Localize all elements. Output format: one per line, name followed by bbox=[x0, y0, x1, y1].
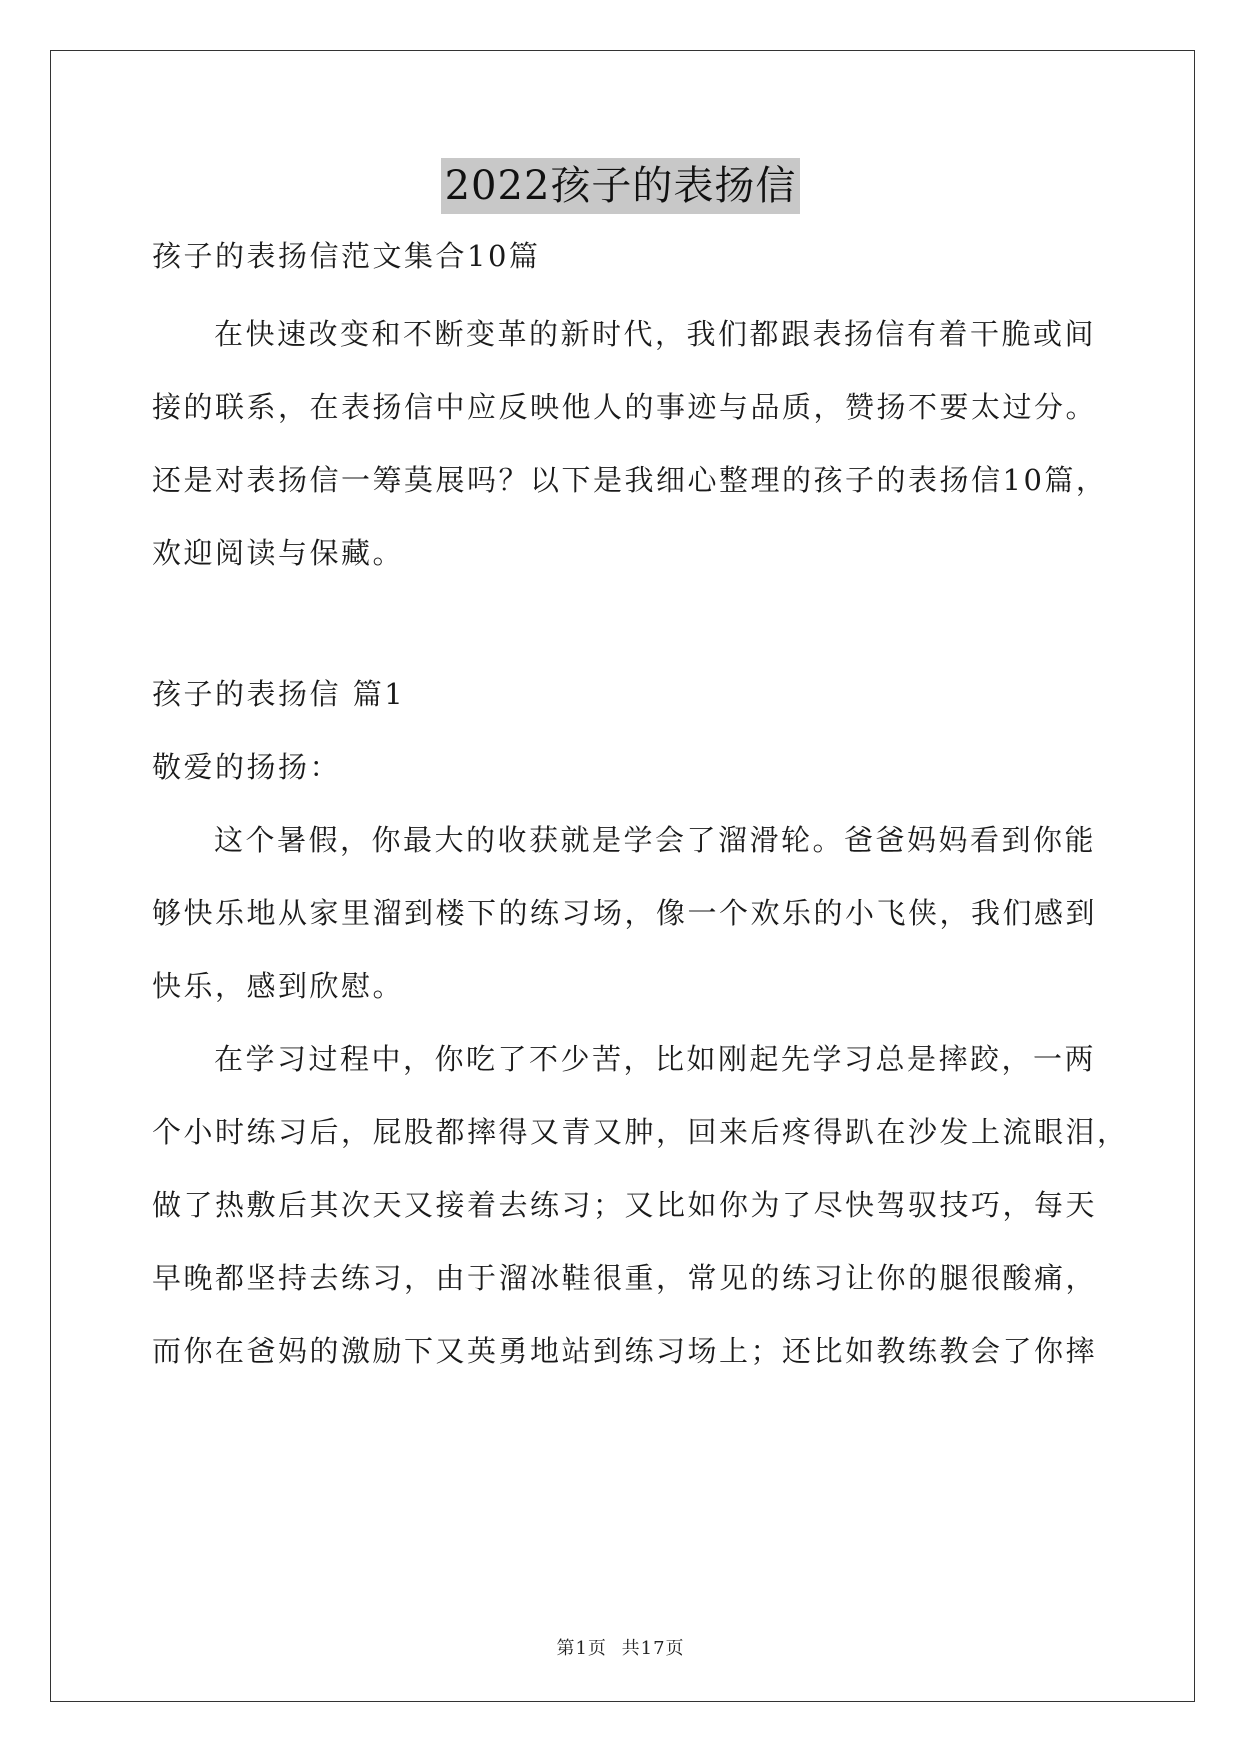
paragraph-line: 在学习过程中，你吃了不少苦，比如刚起先学习总是摔跤，一两 bbox=[214, 1042, 1097, 1076]
paragraph-line: 这个暑假，你最大的收获就是学会了溜滑轮。爸爸妈妈看到你能 bbox=[214, 823, 1097, 857]
intro-line: 还是对表扬信一筹莫展吗？以下是我细心整理的孩子的表扬信10篇， bbox=[152, 463, 1108, 497]
page-number: 第1页 bbox=[556, 1638, 607, 1659]
page-border bbox=[50, 50, 1195, 1702]
paragraph-line: 够快乐地从家里溜到楼下的练习场，像一个欢乐的小飞侠，我们感到 bbox=[152, 896, 1098, 930]
paragraph-line: 做了热敷后其次天又接着去练习；又比如你为了尽快驾驭技巧，每天 bbox=[152, 1188, 1098, 1222]
intro-line: 在快速改变和不断变革的新时代，我们都跟表扬信有着干脆或间 bbox=[214, 317, 1097, 351]
paragraph-line: 而你在爸妈的激励下又英勇地站到练习场上；还比如教练教会了你摔 bbox=[152, 1334, 1098, 1368]
paragraph-line: 快乐，感到欣慰。 bbox=[152, 969, 405, 1003]
salutation: 敬爱的扬扬： bbox=[152, 750, 342, 784]
document-title: 2022孩子的表扬信 bbox=[441, 158, 801, 214]
section-heading: 孩子的表扬信 篇1 bbox=[152, 677, 406, 711]
title-area bbox=[0, 158, 1241, 214]
intro-line: 接的联系，在表扬信中应反映他人的事迹与品质，赞扬不要太过分。 bbox=[152, 390, 1098, 424]
paragraph-line: 早晚都坚持去练习，由于溜冰鞋很重，常见的练习让你的腿很酸痛， bbox=[152, 1261, 1098, 1295]
paragraph-line: 个小时练习后，屁股都摔得又青又肿，回来后疼得趴在沙发上流眼泪， bbox=[152, 1115, 1129, 1149]
page-total: 共17页 bbox=[621, 1638, 685, 1659]
document-subtitle: 孩子的表扬信范文集合10篇 bbox=[152, 239, 541, 273]
intro-line: 欢迎阅读与保藏。 bbox=[152, 536, 405, 570]
page-footer bbox=[0, 1634, 1241, 1660]
